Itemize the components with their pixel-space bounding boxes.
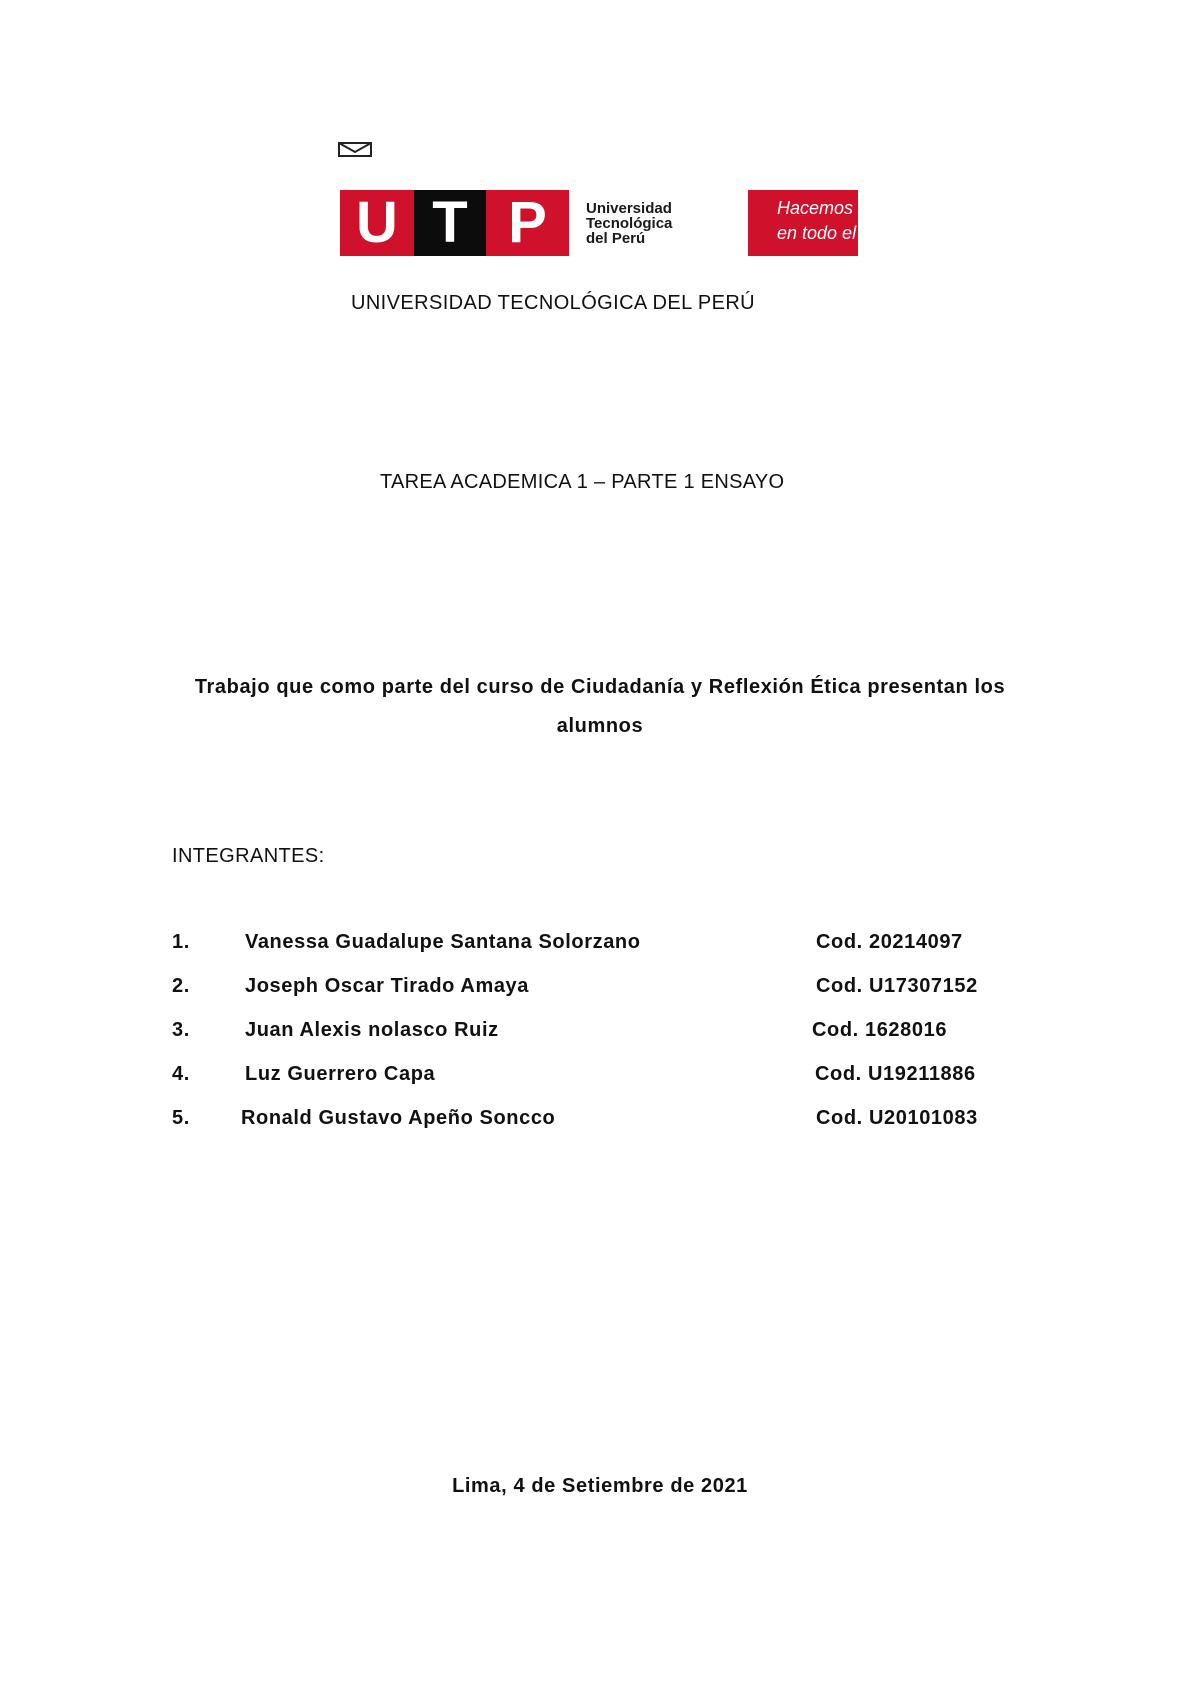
member-name: Juan Alexis nolasco Ruiz (245, 1019, 499, 1041)
member-row (0, 1019, 1200, 1045)
logo-letter-u: U (340, 190, 414, 256)
member-name: Vanessa Guadalupe Santana Solorzano (245, 931, 641, 953)
logo-letter-p: P (486, 190, 569, 256)
logo-wordmark-line-2: Tecnológica (586, 214, 673, 232)
member-name: Ronald Gustavo Apeño Soncco (241, 1107, 556, 1129)
utp-logo (340, 190, 672, 256)
assignment-title: TAREA ACADEMICA 1 – PARTE 1 ENSAYO (380, 471, 785, 493)
logo-wordmark (586, 201, 672, 246)
member-name: Luz Guerrero Capa (245, 1063, 436, 1085)
logo-wordmark-line-3: del Perú (586, 229, 646, 247)
member-row (0, 1063, 1200, 1089)
member-row (0, 975, 1200, 1001)
member-number: 1. (172, 931, 190, 953)
intro-line-2: alumnos (556, 715, 644, 737)
member-code: Cod. 20214097 (816, 931, 963, 953)
member-code: Cod. U17307152 (816, 975, 978, 997)
member-number: 5. (172, 1107, 190, 1129)
member-number: 3. (172, 1019, 190, 1041)
envelope-icon (338, 140, 372, 158)
member-row (0, 931, 1200, 957)
slogan-line-2: en todo el (777, 223, 857, 243)
member-name: Joseph Oscar Tirado Amaya (245, 975, 530, 997)
member-row (0, 1107, 1200, 1133)
member-code: Cod. U20101083 (816, 1107, 978, 1129)
members-heading: INTEGRANTES: (172, 845, 325, 867)
member-code: Cod. U19211886 (815, 1063, 976, 1085)
member-number: 4. (172, 1063, 190, 1085)
intro-line-1: Trabajo que como parte del curso de Ciudadanía y Reflexión Ética presentan los (194, 676, 1006, 698)
logo-letter-t: T (414, 190, 486, 256)
member-number: 2. (172, 975, 190, 997)
date-line: Lima, 4 de Setiembre de 2021 (452, 1475, 748, 1497)
slogan-banner (748, 190, 858, 256)
university-name: UNIVERSIDAD TECNOLÓGICA DEL PERÚ (351, 292, 756, 314)
slogan-line-1: Hacemos (777, 198, 854, 218)
logo-wordmark-line-1: Universidad (586, 199, 672, 217)
member-code: Cod. 1628016 (812, 1019, 948, 1041)
